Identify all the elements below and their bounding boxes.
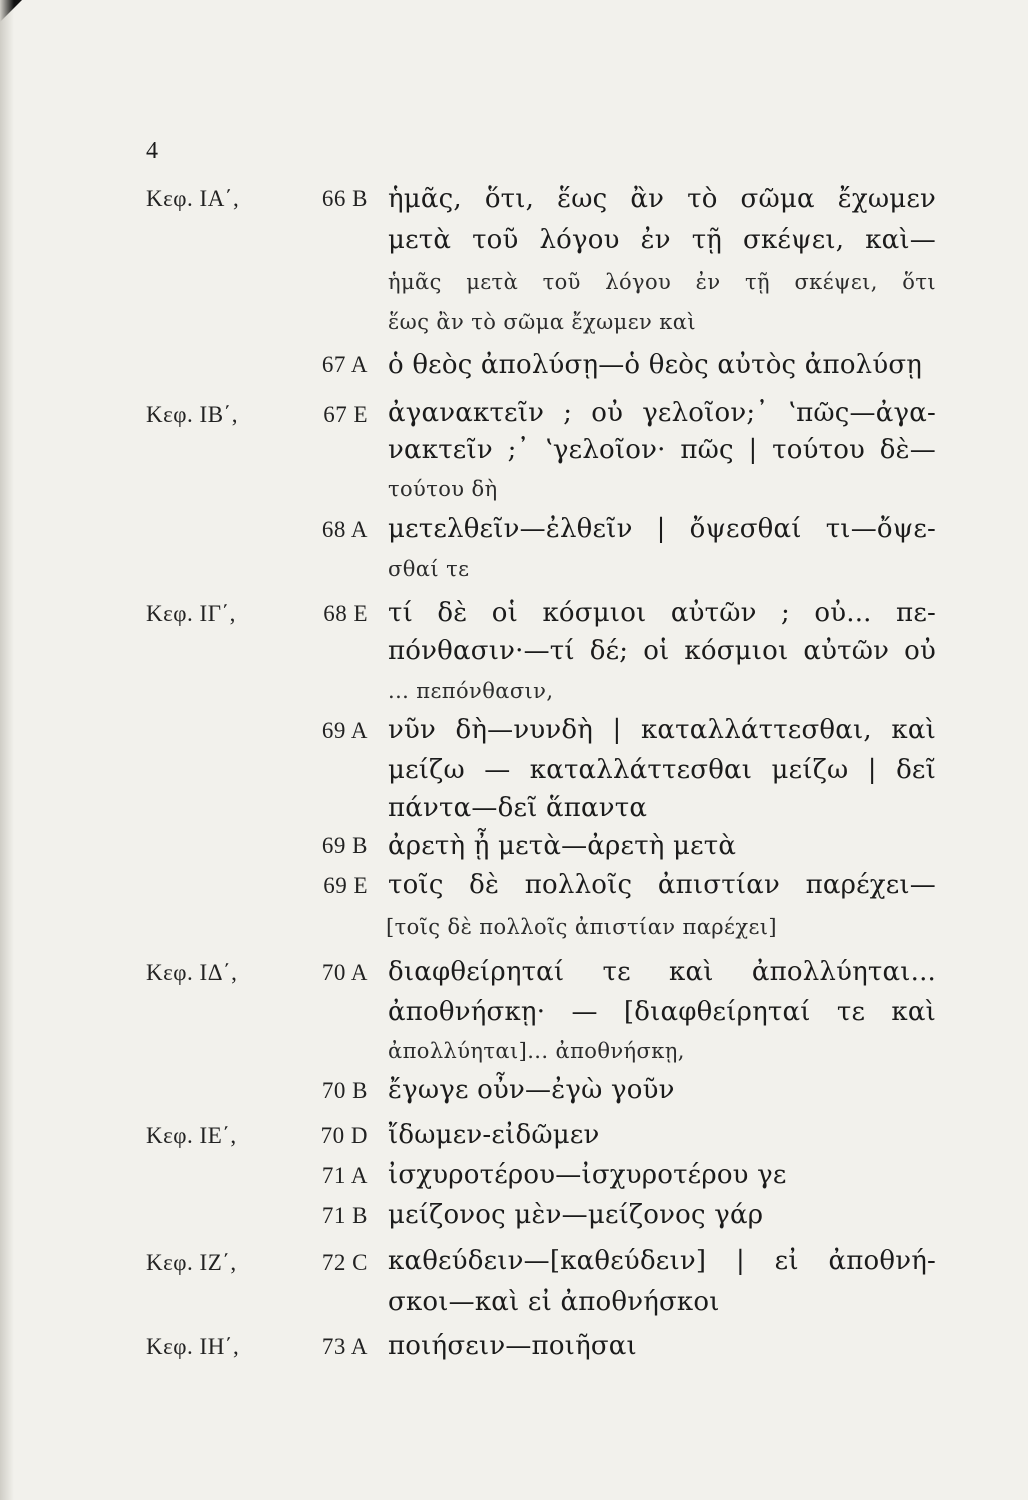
- ref-entry: [146, 1123, 368, 1149]
- ref-entry: [146, 186, 368, 212]
- text-line: ἀρετὴ ᾖ μετὰ—ἀρετὴ μετὰ: [388, 831, 737, 861]
- chapter-label: Κεφ. ΙΖ΄,: [146, 1250, 237, 1275]
- section-label: 68 Α: [321, 517, 368, 542]
- chapter-label: Κεφ. ΙΓ΄,: [146, 601, 236, 626]
- text-line: ὁ θεὸς ἀπολύσῃ—ὁ θεὸς αὐτὸς ἀπολύσῃ: [388, 350, 923, 380]
- chapter-label: Κεφ. ΙΒ΄,: [146, 402, 238, 427]
- section-label: 67 Ε: [323, 402, 368, 427]
- text-line: ἀποθνήσκῃ· — [διαφθείρηταί τε καὶ: [388, 997, 936, 1027]
- section-label: 71 Β: [321, 1203, 368, 1228]
- chapter-label: Κεφ. ΙΗ΄,: [146, 1334, 240, 1359]
- text-line: νῦν δὴ—νυνδὴ | καταλλάττεσθαι, καὶ: [388, 715, 936, 745]
- text-line: ἡμᾶς, ὅτι, ἕως ἂν τὸ σῶμα ἔχωμεν: [388, 184, 936, 214]
- text-line: σθαί τε: [388, 557, 470, 581]
- text-line: μετὰ τοῦ λόγου ἐν τῇ σκέψει, καὶ—: [388, 225, 936, 255]
- text-line: ἀγανακτεῖν ; οὐ γελοῖον;᾽ ʽπῶς—ἀγα-: [388, 398, 936, 428]
- page-binding-shadow: [0, 0, 14, 1500]
- text-line: ἴδωμεν-εἰδῶμεν: [388, 1120, 600, 1150]
- text-line: ἔγωγε οὖν—ἐγὼ γοῦν: [388, 1075, 675, 1105]
- ref-entry: [146, 402, 368, 428]
- text-line: μετελθεῖν—ἐλθεῖν | ὄψεσθαί τι—ὄψε-: [388, 514, 936, 544]
- section-label: 69 Β: [321, 833, 368, 858]
- text-line: μείζονος μὲν—μείζονος γάρ: [388, 1200, 764, 1230]
- chapter-label: Κεφ. ΙΔ΄,: [146, 960, 238, 985]
- section-label: 69 Α: [321, 718, 368, 743]
- text-line: ποιήσειν—ποιῆσαι: [388, 1331, 637, 1361]
- text-line: πάντα—δεῖ ἅπαντα: [388, 793, 648, 823]
- ref-entry: [146, 1334, 368, 1360]
- text-line: ἕως ἂν τὸ σῶμα ἔχωμεν καὶ: [388, 310, 696, 334]
- text-line: νακτεῖν ;᾽ ʽγελοῖον· πῶς | τούτου δὲ—: [388, 435, 936, 465]
- text-line: ἡμᾶς μετὰ τοῦ λόγου ἐν τῇ σκέψει, ὅτι: [388, 270, 936, 294]
- chapter-label: Κεφ. ΙΑ΄,: [146, 186, 240, 211]
- section-label: 70 D: [320, 1123, 368, 1148]
- text-line: ἰσχυροτέρου—ἰσχυροτέρου γε: [388, 1160, 787, 1190]
- text-line: ἀπολλύηται]... ἀποθνήσκῃ,: [388, 1039, 685, 1063]
- section-label: 72 C: [321, 1250, 368, 1275]
- text-line: πόνθασιν·—τί δέ; οἱ κόσμιοι αὐτῶν οὐ: [388, 636, 936, 666]
- text-line: μείζω — καταλλάττεσθαι μείζω | δεῖ: [388, 755, 936, 785]
- text-line: τοῖς δὲ πολλοῖς ἀπιστίαν παρέχει—: [388, 870, 936, 900]
- ref-entry: [146, 601, 368, 627]
- section-label: 71 Α: [321, 1163, 368, 1188]
- section-label: 70 Α: [321, 960, 368, 985]
- section-label: 73 Α: [321, 1334, 368, 1359]
- chapter-label: Κεφ. ΙΕ΄,: [146, 1123, 237, 1148]
- ref-entry: [146, 960, 368, 986]
- text-line: τί δὲ οἱ κόσμιοι αὐτῶν ; οὐ... πε-: [388, 598, 936, 628]
- section-label: 66 Β: [321, 186, 368, 211]
- text-line: [τοῖς δὲ πολλοῖς ἀπιστίαν παρέχει]: [386, 915, 777, 939]
- section-label: 70 Β: [321, 1078, 368, 1103]
- text-line: διαφθείρηταί τε καὶ ἀπολλύηται...: [388, 957, 936, 987]
- section-label: 68 Ε: [323, 601, 368, 626]
- page-number: 4: [146, 138, 158, 164]
- section-label: 67 Α: [321, 352, 368, 377]
- text-line: σκοι—καὶ εἰ ἀποθνήσκοι: [388, 1287, 720, 1317]
- text-line: καθεύδειν—[καθεύδειν] | εἰ ἀποθνή-: [388, 1246, 936, 1276]
- ref-entry: [146, 1250, 368, 1276]
- text-line: τούτου δὴ: [388, 477, 498, 501]
- text-line: ... πεπόνθασιν,: [388, 679, 554, 703]
- section-label: 69 Ε: [323, 873, 368, 898]
